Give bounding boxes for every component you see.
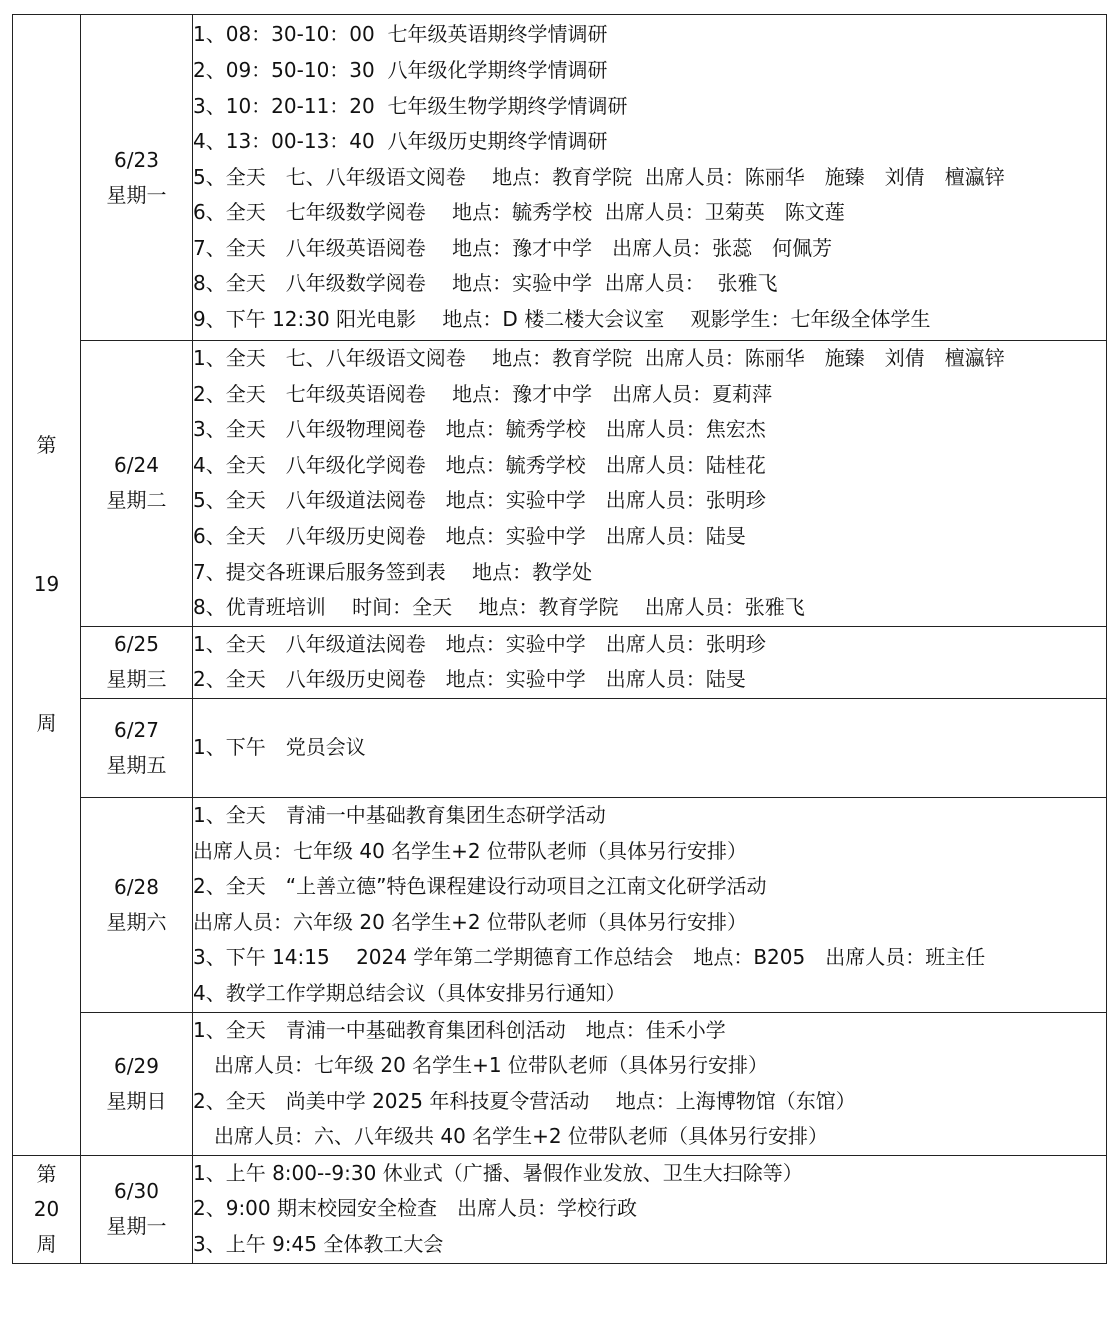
schedule-item: 1、全天 青浦一中基础教育集团科创活动 地点：佳禾小学 (193, 1017, 726, 1042)
schedule-item: 1、全天 青浦一中基础教育集团生态研学活动 (193, 802, 606, 827)
schedule-item: 6、全天 七年级数学阅卷 地点：毓秀学校 出席人员：卫菊英 陈文莲 (193, 200, 845, 225)
schedule-item: 1、08：30-10：00 七年级英语期终学情调研 (193, 22, 608, 47)
schedule-item: 1、下午 党员会议 (193, 735, 366, 760)
date: 6/25 (114, 632, 159, 657)
date-cell (81, 341, 193, 627)
schedule-item: 3、下午 14:15 2024 学年第二学期德育工作总结会 地点：B205 出席人员：班主任 (193, 945, 986, 970)
week-20-cell (13, 1155, 81, 1263)
week-label-suffix: 周 (36, 711, 57, 736)
week-label-suffix: 周 (36, 1231, 57, 1256)
schedule-row-0625 (13, 626, 1107, 698)
weekday: 星期六 (106, 909, 167, 934)
schedule-row-0623 (13, 15, 1107, 341)
schedule-item: 7、全天 八年级英语阅卷 地点：豫才中学 出席人员：张蕊 何佩芳 (193, 235, 833, 260)
date-cell (81, 698, 193, 797)
items-cell (193, 15, 1107, 341)
schedule-item: 3、10：20-11：20 七年级生物学期终学情调研 (193, 93, 628, 118)
schedule-item: 3、全天 八年级物理阅卷 地点：毓秀学校 出席人员：焦宏杰 (193, 417, 766, 442)
schedule-row-0624 (13, 341, 1107, 627)
items-cell (193, 1155, 1107, 1263)
weekday: 星期五 (106, 752, 167, 777)
date: 6/24 (114, 453, 159, 478)
schedule-item: 2、09：50-10：30 八年级化学期终学情调研 (193, 57, 608, 82)
week-19-label (13, 432, 80, 737)
schedule-item: 5、全天 七、八年级语文阅卷 地点：教育学院 出席人员：陈丽华 施臻 刘倩 檀瀛锌 (193, 164, 1005, 189)
schedule-item: 2、全天 “上善立德”特色课程建设行动项目之江南文化研学活动 (193, 874, 767, 899)
schedule-row-0627 (13, 698, 1107, 797)
date-cell (81, 1012, 193, 1155)
schedule-item: 出席人员：七年级 40 名学生+2 位带队老师（具体另行安排） (193, 838, 748, 863)
week-label-prefix: 第 (36, 433, 57, 458)
date-cell (81, 15, 193, 341)
schedule-row-0630 (13, 1155, 1107, 1263)
date-cell (81, 626, 193, 698)
date-cell (81, 797, 193, 1012)
weekday: 星期日 (106, 1088, 167, 1113)
week-19-cell (13, 15, 81, 1156)
date: 6/30 (114, 1179, 159, 1204)
date: 6/23 (114, 147, 159, 172)
schedule-item: 4、教学工作学期总结会议（具体安排另行通知） (193, 980, 626, 1005)
week-number: 19 (33, 572, 60, 597)
schedule-item: 1、全天 八年级道法阅卷 地点：实验中学 出席人员：张明珍 (193, 631, 766, 656)
schedule-table (12, 14, 1107, 1264)
schedule-item: 4、全天 八年级化学阅卷 地点：毓秀学校 出席人员：陆桂花 (193, 452, 766, 477)
schedule-item: 出席人员：六、八年级共 40 名学生+2 位带队老师（具体另行安排） (214, 1124, 829, 1149)
schedule-item: 2、9:00 期末校园安全检查 出席人员：学校行政 (193, 1196, 637, 1221)
weekday: 星期三 (106, 667, 167, 692)
date-cell (81, 1155, 193, 1263)
schedule-item: 8、优青班培训 时间：全天 地点：教育学院 出席人员：张雅飞 (193, 595, 805, 620)
weekday: 星期一 (106, 1214, 167, 1239)
schedule-item: 4、13：00-13：40 八年级历史期终学情调研 (193, 129, 608, 154)
schedule-item: 2、全天 七年级英语阅卷 地点：豫才中学 出席人员：夏莉萍 (193, 381, 773, 406)
schedule-row-0628 (13, 797, 1107, 1012)
items-cell (193, 341, 1107, 627)
week-number: 20 (33, 1196, 60, 1221)
items-cell (193, 797, 1107, 1012)
schedule-item: 8、全天 八年级数学阅卷 地点：实验中学 出席人员： 张雅飞 (193, 271, 778, 296)
schedule-item: 7、提交各班课后服务签到表 地点：教学处 (193, 559, 593, 584)
date: 6/29 (114, 1053, 159, 1078)
schedule-item: 1、全天 七、八年级语文阅卷 地点：教育学院 出席人员：陈丽华 施臻 刘倩 檀瀛锌 (193, 346, 1005, 370)
week-20-label (13, 1157, 80, 1262)
date: 6/28 (114, 874, 159, 899)
schedule-item: 6、全天 八年级历史阅卷 地点：实验中学 出席人员：陆旻 (193, 523, 746, 548)
schedule-item: 9、下午 12:30 阳光电影 地点：D 楼二楼大会议室 观影学生：七年级全体学生 (193, 307, 931, 332)
date: 6/27 (114, 717, 159, 742)
weekday: 星期一 (106, 182, 167, 207)
schedule-item: 2、全天 八年级历史阅卷 地点：实验中学 出席人员：陆旻 (193, 667, 746, 692)
items-cell (193, 626, 1107, 698)
schedule-item: 出席人员：六年级 20 名学生+2 位带队老师（具体另行安排） (193, 909, 748, 934)
weekday: 星期二 (106, 488, 167, 513)
week-label-prefix: 第 (36, 1161, 57, 1186)
schedule-item: 3、上午 9:45 全体教工大会 (193, 1232, 444, 1257)
schedule-item: 2、全天 尚美中学 2025 年科技夏令营活动 地点：上海博物馆（东馆） (193, 1088, 856, 1113)
schedule-item: 5、全天 八年级道法阅卷 地点：实验中学 出席人员：张明珍 (193, 488, 766, 513)
schedule-row-0629 (13, 1012, 1107, 1155)
schedule-item: 出席人员：七年级 20 名学生+1 位带队老师（具体另行安排） (214, 1053, 769, 1078)
items-cell (193, 1012, 1107, 1155)
items-cell (193, 698, 1107, 797)
schedule-item: 1、上午 8:00--9:30 休业式（广播、暑假作业发放、卫生大扫除等） (193, 1160, 803, 1185)
